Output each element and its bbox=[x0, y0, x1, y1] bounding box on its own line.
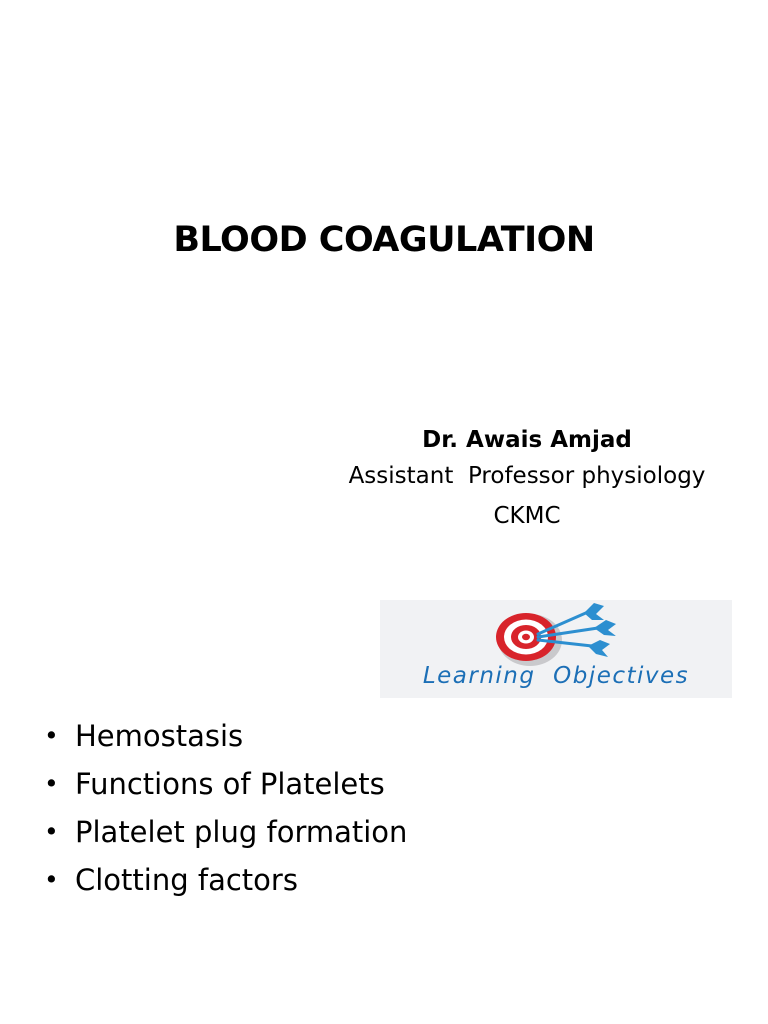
author-name: Dr. Awais Amjad bbox=[422, 427, 632, 453]
author-position: Assistant Professor physiology bbox=[348, 463, 706, 489]
slide-title: BLOOD COAGULATION bbox=[173, 220, 595, 260]
list-item bbox=[44, 808, 407, 856]
bullet-text: Clotting factors bbox=[75, 863, 298, 897]
bullet-text: Hemostasis bbox=[75, 719, 244, 753]
bullet-text: Platelet plug formation bbox=[75, 815, 408, 849]
logo-text: Learning Objectives bbox=[422, 663, 690, 689]
list-item bbox=[44, 760, 407, 808]
objectives-list bbox=[44, 712, 407, 904]
bullet-icon: • bbox=[44, 865, 59, 894]
list-item bbox=[44, 712, 407, 760]
learning-objectives-logo bbox=[380, 600, 732, 698]
author-institution: CKMC bbox=[493, 503, 561, 529]
bullet-icon: • bbox=[44, 769, 59, 798]
bullet-icon: • bbox=[44, 721, 59, 750]
bullet-text: Functions of Platelets bbox=[75, 767, 385, 801]
author-block bbox=[332, 424, 722, 536]
list-item bbox=[44, 856, 407, 904]
bullet-icon: • bbox=[44, 817, 59, 846]
